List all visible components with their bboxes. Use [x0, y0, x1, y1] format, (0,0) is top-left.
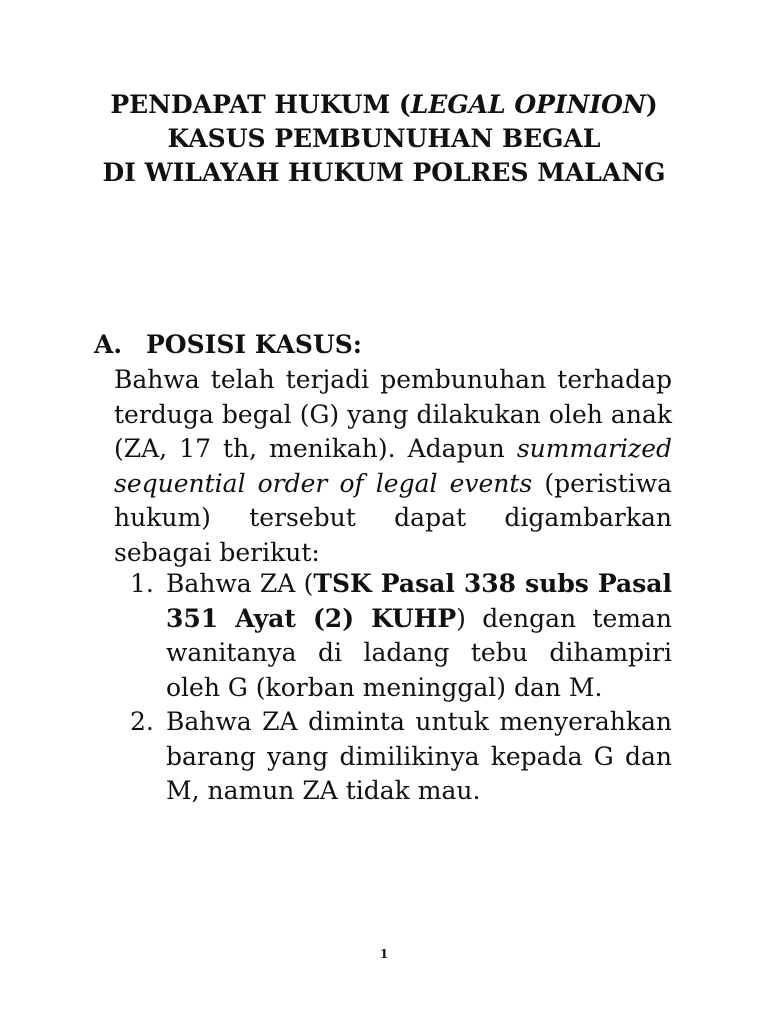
- list-item-number: 2.: [130, 707, 154, 736]
- list-item-number: 1.: [130, 569, 154, 598]
- title-line-1: PENDAPAT HUKUM (LEGAL OPINION): [110, 90, 658, 119]
- section-letter: A.: [94, 330, 123, 359]
- section-heading: [94, 328, 362, 362]
- case-paragraph: Bahwa telah terjadi pembunuhan terhadap terduga begal (G) yang dilakukan oleh anak (ZA, 17 th, menikah). Adapun summarized sequential order of legal events (peristiwa hukum) tersebut dapat digambarkan sebagai berikut:: [114, 365, 673, 567]
- paragraph-italic-phrase: summarized sequential order of legal events: [114, 434, 672, 498]
- title-line-2: KASUS PEMBUNUHAN BEGAL: [167, 124, 601, 153]
- page-number: 1: [379, 947, 389, 961]
- section-title: POSISI KASUS:: [146, 330, 363, 359]
- list-item: 2. Bahwa ZA diminta untuk menyerahkan barang yang dimilikinya kepada G dan M, namun ZA tidak mau.: [130, 707, 672, 805]
- legal-reference: TSK Pasal 338 subs Pasal 351 Ayat (2) KUHP: [166, 569, 672, 633]
- event-list: [114, 567, 672, 809]
- document-title: [60, 88, 708, 190]
- title-line-3: DI WILAYAH HUKUM POLRES MALANG: [102, 158, 666, 187]
- list-item: 1. Bahwa ZA (TSK Pasal 338 subs Pasal 351 Ayat (2) KUHP) dengan teman wanitanya di ladang tebu dihampiri oleh G (korban meninggal) dan M.: [130, 569, 672, 702]
- title-italic-term: LEGAL OPINION: [410, 90, 646, 119]
